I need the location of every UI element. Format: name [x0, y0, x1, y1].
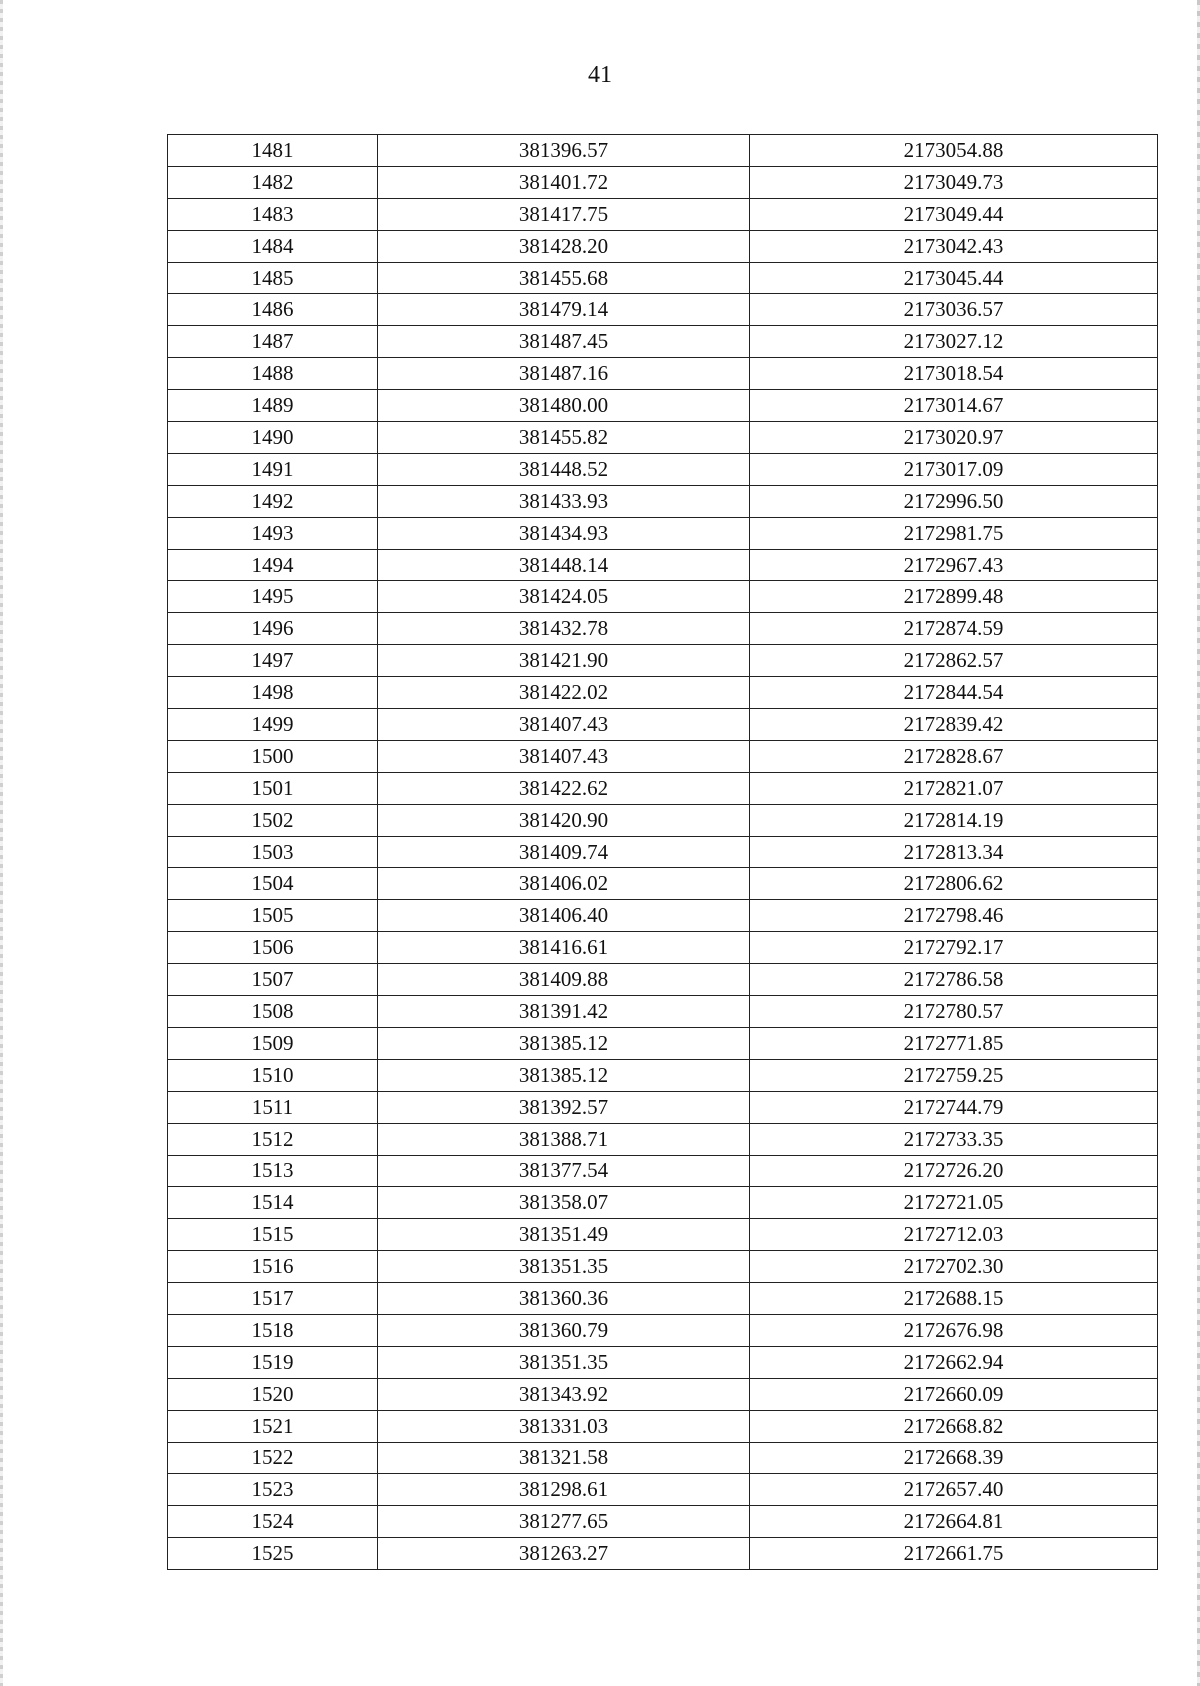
table-row: [168, 390, 1158, 422]
point-number-cell: 1507: [168, 964, 378, 996]
y-coordinate-cell: 2172786.58: [750, 964, 1158, 996]
y-coordinate-cell: 2173045.44: [750, 262, 1158, 294]
table-row: [168, 900, 1158, 932]
point-number-cell: 1492: [168, 485, 378, 517]
x-coordinate-cell: 381351.35: [378, 1346, 750, 1378]
point-number-cell: 1512: [168, 1123, 378, 1155]
table-row: [168, 740, 1158, 772]
point-number-cell: 1503: [168, 836, 378, 868]
x-coordinate-cell: 381424.05: [378, 581, 750, 613]
point-number-cell: 1485: [168, 262, 378, 294]
point-number-cell: 1525: [168, 1538, 378, 1570]
x-coordinate-cell: 381277.65: [378, 1506, 750, 1538]
y-coordinate-cell: 2173054.88: [750, 135, 1158, 167]
y-coordinate-cell: 2172721.05: [750, 1187, 1158, 1219]
table-row: [168, 262, 1158, 294]
table-row: [168, 964, 1158, 996]
table-row: [168, 1538, 1158, 1570]
table-row: [168, 868, 1158, 900]
y-coordinate-cell: 2173027.12: [750, 326, 1158, 358]
y-coordinate-cell: 2172712.03: [750, 1219, 1158, 1251]
table-row: [168, 135, 1158, 167]
y-coordinate-cell: 2172744.79: [750, 1091, 1158, 1123]
table-row: [168, 453, 1158, 485]
x-coordinate-cell: 381385.12: [378, 1027, 750, 1059]
y-coordinate-cell: 2172664.81: [750, 1506, 1158, 1538]
x-coordinate-cell: 381428.20: [378, 230, 750, 262]
point-number-cell: 1523: [168, 1474, 378, 1506]
y-coordinate-cell: 2172792.17: [750, 932, 1158, 964]
y-coordinate-cell: 2172874.59: [750, 613, 1158, 645]
x-coordinate-cell: 381448.52: [378, 453, 750, 485]
x-coordinate-cell: 381420.90: [378, 804, 750, 836]
x-coordinate-cell: 381396.57: [378, 135, 750, 167]
x-coordinate-cell: 381331.03: [378, 1410, 750, 1442]
point-number-cell: 1518: [168, 1314, 378, 1346]
table-row: [168, 198, 1158, 230]
x-coordinate-cell: 381298.61: [378, 1474, 750, 1506]
y-coordinate-cell: 2172967.43: [750, 549, 1158, 581]
table-row: [168, 1155, 1158, 1187]
table-row: [168, 326, 1158, 358]
y-coordinate-cell: 2173017.09: [750, 453, 1158, 485]
point-number-cell: 1502: [168, 804, 378, 836]
y-coordinate-cell: 2173049.73: [750, 166, 1158, 198]
table-row: [168, 1378, 1158, 1410]
table-row: [168, 549, 1158, 581]
x-coordinate-cell: 381422.62: [378, 772, 750, 804]
table-row: [168, 1283, 1158, 1315]
y-coordinate-cell: 2172660.09: [750, 1378, 1158, 1410]
x-coordinate-cell: 381358.07: [378, 1187, 750, 1219]
table-row: [168, 1187, 1158, 1219]
table-row: [168, 485, 1158, 517]
x-coordinate-cell: 381392.57: [378, 1091, 750, 1123]
table-row: [168, 358, 1158, 390]
point-number-cell: 1508: [168, 996, 378, 1028]
y-coordinate-cell: 2173049.44: [750, 198, 1158, 230]
scan-edge-left: [0, 0, 3, 1686]
y-coordinate-cell: 2173036.57: [750, 294, 1158, 326]
x-coordinate-cell: 381263.27: [378, 1538, 750, 1570]
point-number-cell: 1500: [168, 740, 378, 772]
y-coordinate-cell: 2172899.48: [750, 581, 1158, 613]
table-row: [168, 422, 1158, 454]
x-coordinate-cell: 381433.93: [378, 485, 750, 517]
x-coordinate-cell: 381407.43: [378, 740, 750, 772]
point-number-cell: 1516: [168, 1251, 378, 1283]
table-row: [168, 613, 1158, 645]
y-coordinate-cell: 2172657.40: [750, 1474, 1158, 1506]
x-coordinate-cell: 381432.78: [378, 613, 750, 645]
point-number-cell: 1506: [168, 932, 378, 964]
table-row: [168, 294, 1158, 326]
x-coordinate-cell: 381409.74: [378, 836, 750, 868]
x-coordinate-cell: 381360.79: [378, 1314, 750, 1346]
x-coordinate-cell: 381409.88: [378, 964, 750, 996]
point-number-cell: 1498: [168, 677, 378, 709]
x-coordinate-cell: 381421.90: [378, 645, 750, 677]
table-row: [168, 166, 1158, 198]
point-number-cell: 1522: [168, 1442, 378, 1474]
point-number-cell: 1504: [168, 868, 378, 900]
y-coordinate-cell: 2172668.82: [750, 1410, 1158, 1442]
table-row: [168, 772, 1158, 804]
point-number-cell: 1491: [168, 453, 378, 485]
table-row: [168, 1346, 1158, 1378]
x-coordinate-cell: 381321.58: [378, 1442, 750, 1474]
x-coordinate-cell: 381479.14: [378, 294, 750, 326]
table-body: [168, 135, 1158, 1570]
table-row: [168, 1219, 1158, 1251]
x-coordinate-cell: 381416.61: [378, 932, 750, 964]
x-coordinate-cell: 381417.75: [378, 198, 750, 230]
point-number-cell: 1482: [168, 166, 378, 198]
y-coordinate-cell: 2172981.75: [750, 517, 1158, 549]
table-row: [168, 1410, 1158, 1442]
y-coordinate-cell: 2173014.67: [750, 390, 1158, 422]
x-coordinate-cell: 381422.02: [378, 677, 750, 709]
y-coordinate-cell: 2172662.94: [750, 1346, 1158, 1378]
table-row: [168, 709, 1158, 741]
point-number-cell: 1524: [168, 1506, 378, 1538]
x-coordinate-cell: 381407.43: [378, 709, 750, 741]
y-coordinate-cell: 2172996.50: [750, 485, 1158, 517]
table-row: [168, 836, 1158, 868]
point-number-cell: 1488: [168, 358, 378, 390]
table-row: [168, 1506, 1158, 1538]
table-row: [168, 1027, 1158, 1059]
point-number-cell: 1487: [168, 326, 378, 358]
y-coordinate-cell: 2173020.97: [750, 422, 1158, 454]
x-coordinate-cell: 381351.49: [378, 1219, 750, 1251]
y-coordinate-cell: 2172821.07: [750, 772, 1158, 804]
table-row: [168, 1251, 1158, 1283]
table-row: [168, 996, 1158, 1028]
point-number-cell: 1497: [168, 645, 378, 677]
y-coordinate-cell: 2172814.19: [750, 804, 1158, 836]
y-coordinate-cell: 2172862.57: [750, 645, 1158, 677]
table-row: [168, 230, 1158, 262]
y-coordinate-cell: 2172771.85: [750, 1027, 1158, 1059]
y-coordinate-cell: 2172844.54: [750, 677, 1158, 709]
page-number: 41: [588, 62, 612, 88]
y-coordinate-cell: 2172828.67: [750, 740, 1158, 772]
coordinate-table: [167, 134, 1158, 1570]
y-coordinate-cell: 2172839.42: [750, 709, 1158, 741]
point-number-cell: 1517: [168, 1283, 378, 1315]
y-coordinate-cell: 2172806.62: [750, 868, 1158, 900]
x-coordinate-cell: 381434.93: [378, 517, 750, 549]
point-number-cell: 1481: [168, 135, 378, 167]
x-coordinate-cell: 381455.68: [378, 262, 750, 294]
table-row: [168, 645, 1158, 677]
y-coordinate-cell: 2172780.57: [750, 996, 1158, 1028]
y-coordinate-cell: 2172759.25: [750, 1059, 1158, 1091]
table-row: [168, 517, 1158, 549]
point-number-cell: 1515: [168, 1219, 378, 1251]
point-number-cell: 1514: [168, 1187, 378, 1219]
point-number-cell: 1501: [168, 772, 378, 804]
point-number-cell: 1486: [168, 294, 378, 326]
y-coordinate-cell: 2173042.43: [750, 230, 1158, 262]
x-coordinate-cell: 381401.72: [378, 166, 750, 198]
y-coordinate-cell: 2172668.39: [750, 1442, 1158, 1474]
point-number-cell: 1519: [168, 1346, 378, 1378]
table-row: [168, 1474, 1158, 1506]
point-number-cell: 1483: [168, 198, 378, 230]
table-row: [168, 1091, 1158, 1123]
y-coordinate-cell: 2172726.20: [750, 1155, 1158, 1187]
x-coordinate-cell: 381385.12: [378, 1059, 750, 1091]
point-number-cell: 1493: [168, 517, 378, 549]
point-number-cell: 1499: [168, 709, 378, 741]
x-coordinate-cell: 381406.02: [378, 868, 750, 900]
point-number-cell: 1509: [168, 1027, 378, 1059]
point-number-cell: 1495: [168, 581, 378, 613]
y-coordinate-cell: 2173018.54: [750, 358, 1158, 390]
point-number-cell: 1496: [168, 613, 378, 645]
x-coordinate-cell: 381406.40: [378, 900, 750, 932]
y-coordinate-cell: 2172733.35: [750, 1123, 1158, 1155]
x-coordinate-cell: 381487.16: [378, 358, 750, 390]
point-number-cell: 1489: [168, 390, 378, 422]
x-coordinate-cell: 381391.42: [378, 996, 750, 1028]
point-number-cell: 1490: [168, 422, 378, 454]
y-coordinate-cell: 2172813.34: [750, 836, 1158, 868]
x-coordinate-cell: 381377.54: [378, 1155, 750, 1187]
point-number-cell: 1521: [168, 1410, 378, 1442]
point-number-cell: 1511: [168, 1091, 378, 1123]
x-coordinate-cell: 381343.92: [378, 1378, 750, 1410]
table-row: [168, 1059, 1158, 1091]
x-coordinate-cell: 381455.82: [378, 422, 750, 454]
point-number-cell: 1505: [168, 900, 378, 932]
point-number-cell: 1510: [168, 1059, 378, 1091]
table-row: [168, 677, 1158, 709]
x-coordinate-cell: 381448.14: [378, 549, 750, 581]
y-coordinate-cell: 2172798.46: [750, 900, 1158, 932]
y-coordinate-cell: 2172661.75: [750, 1538, 1158, 1570]
table-row: [168, 581, 1158, 613]
x-coordinate-cell: 381487.45: [378, 326, 750, 358]
table-row: [168, 1123, 1158, 1155]
x-coordinate-cell: 381388.71: [378, 1123, 750, 1155]
y-coordinate-cell: 2172702.30: [750, 1251, 1158, 1283]
table-row: [168, 1314, 1158, 1346]
point-number-cell: 1484: [168, 230, 378, 262]
x-coordinate-cell: 381480.00: [378, 390, 750, 422]
x-coordinate-cell: 381360.36: [378, 1283, 750, 1315]
y-coordinate-cell: 2172676.98: [750, 1314, 1158, 1346]
point-number-cell: 1520: [168, 1378, 378, 1410]
table-row: [168, 804, 1158, 836]
point-number-cell: 1513: [168, 1155, 378, 1187]
point-number-cell: 1494: [168, 549, 378, 581]
y-coordinate-cell: 2172688.15: [750, 1283, 1158, 1315]
table-row: [168, 1442, 1158, 1474]
table-row: [168, 932, 1158, 964]
x-coordinate-cell: 381351.35: [378, 1251, 750, 1283]
